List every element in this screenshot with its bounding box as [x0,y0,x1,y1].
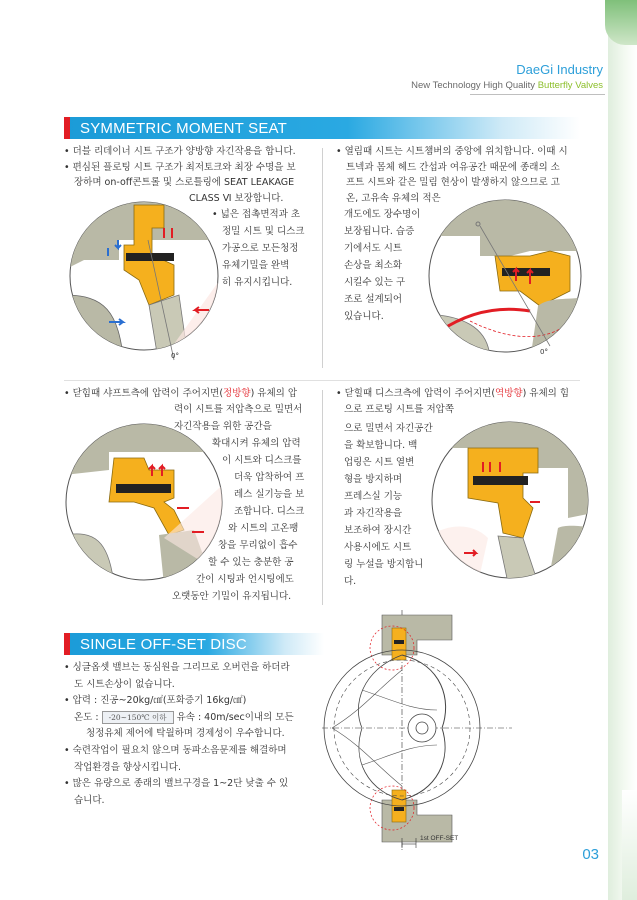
offset-label: 1st OFF-SET [420,835,459,842]
band-marker [64,117,70,139]
tagline-prefix: New Technology High Quality [411,80,538,91]
text-line: 조로 설계되어 [344,294,403,305]
text-line: 할 수 있는 충분한 공 [208,557,294,568]
closed-right-text [336,386,586,417]
diagram-sym-left [64,200,234,365]
column-divider [322,390,323,605]
section-band-symmetric [64,117,580,139]
diagram-single-offset-disc [322,610,512,850]
text-line: 도 시트손상이 없습니다. [74,678,175,690]
text-line: 기에서도 시트 [344,243,403,254]
text-line: • 숙련작업이 필요치 않으며 동파소음문제를 해결하며 [64,744,287,756]
page-edge-decoration [608,0,637,900]
angle-label: 0° [171,352,179,360]
offset-text [64,660,326,809]
text-line: 개도에도 장수명이 [344,209,421,220]
text-line: • 압력 : 진공~20kg/㎠(포화증기 16kg/㎠) [64,695,247,707]
text-line: 유체기밀을 완벽 [222,260,290,271]
band-marker [64,633,70,655]
text-line: 가공으로 모든청정 [222,243,299,254]
text-line: 와 시트의 고온팽 [228,523,299,534]
page-edge-bottom-decoration [622,790,637,900]
text-line: 더욱 압착하여 프 [234,472,305,483]
diagram-closed-forward [64,420,239,585]
text-line [336,386,586,402]
text-line: 업링은 시트 열변 [344,457,415,468]
text-line: 손상을 최소화 [344,260,403,271]
text-line: 을 확보합니다. 백 [344,440,418,451]
sym-left-text [64,144,320,206]
highlight-reverse: 역방향 [495,388,523,399]
tagline-highlight: Butterfly Valves [537,80,603,91]
text-line: 레스 실기능을 보 [234,489,305,500]
angle-label: 0° [540,348,548,356]
text-line: 정밀 시트 및 디스크 [222,226,305,237]
text-line: 프트 시트와 같은 밀림 현상이 발생하지 않으므로 고 [346,177,560,188]
text-line: 작업환경을 향상시킵니다. [74,761,181,773]
text-line [64,386,324,402]
text-line: 장하며 on-off콘트롤 및 스로틀링에 SEAT LEAKAGE [74,177,295,188]
text-line: 과 자긴작용을 [344,508,403,519]
text-line: 오랫동안 기밀이 유지됩니다. [172,591,292,602]
leaf-decoration [605,0,637,45]
text-line: 간이 시팅과 언시팅에도 [196,574,294,585]
text-line: 트넥과 몸체 헤드 간섭과 여유공간 때문에 종래의 소 [346,161,560,173]
text-line: 력이 시트를 저압측으로 밀면서 [174,403,303,415]
text-line: 으로 밀면서 자긴공간 [344,423,433,434]
diagram-sym-right [420,196,590,361]
text-line: • 넓은 접촉면적과 초 [212,209,301,220]
text-line: 확대시켜 유체의 압력 [212,438,301,449]
text-line [64,710,326,727]
text-part: • 닫힐때 디스크측에 압력이 주어지면( [336,388,496,399]
text-line: • 편심된 플로팅 시트 구조가 최저토크와 최장 수명을 보 [64,161,296,173]
text-line: CLASS Ⅵ 보장합니다. [189,192,284,204]
text-line: 다. [344,576,357,587]
text-line: 있습니다. [344,311,384,322]
highlight-forward: 정방향 [223,388,251,399]
text-line: • 더블 리데이너 시트 구조가 양방향 자긴작용을 합니다. [64,146,296,157]
text-line: 링 누설을 방지합니 [344,559,424,570]
text-line: 조합니다. 디스크 [234,506,305,517]
text-line: 보장됩니다. 습증 [344,226,415,237]
text-line: 으로 프로팅 시트를 저압쪽 [344,403,455,415]
column-divider [322,148,323,368]
text-part: • 닫힘때 샤프트측에 압력이 주어지면( [64,388,224,399]
text-line: 보조하여 장시간 [344,525,412,536]
text-part: ) 유체의 힘 [522,388,570,399]
section-title-symmetric: SYMMETRIC MOMENT SEAT [80,120,287,137]
company-name: DaeGi Industry [516,62,603,77]
text-line: 자긴작용을 위한 공간을 [174,421,272,432]
text-line: 시킬수 있는 구 [344,277,406,288]
text-line: 습니다. [74,794,105,806]
text-line: 프레스실 기능 [344,491,403,502]
diagram-closed-reverse [428,418,593,583]
text-part: 유속 : 40m/sec이내의 모든 [173,711,294,723]
text-line: 창을 무리없이 흡수 [218,540,298,551]
text-line: 청정유체 제어에 탁월하며 경제성이 우수합니다. [86,728,285,740]
text-line: 이 시트와 디스크를 [222,455,302,466]
page-number: 03 [582,846,599,863]
text-part: ) 유체의 압 [250,388,298,399]
text-line: 히 유지시킵니다. [222,277,293,288]
text-part: 온도 : [74,711,102,723]
text-line: 사용시에도 시트 [344,542,412,553]
section-band-offset [64,633,324,655]
text-line: • 싱글옵셋 밸브는 동심원을 그리므로 오버런을 하더라 [64,662,290,673]
text-line: 형을 방지하며 [344,474,403,485]
closed-left-text [64,386,324,417]
header-rule [470,94,605,95]
text-line: • 많은 유량으로 종래의 밸브구경을 1~2단 낮출 수 있 [64,778,289,790]
temperature-box: -20~150℃ 이하 [102,711,174,724]
text-line: 온, 고유속 유체의 적은 [346,192,441,204]
text-line: • 열림때 시트는 시트챔버의 중앙에 위치합니다. 이때 시 [336,146,568,157]
section-title-offset: SINGLE OFF-SET DISC [80,636,247,653]
tagline [411,80,603,91]
section-separator [64,380,580,381]
